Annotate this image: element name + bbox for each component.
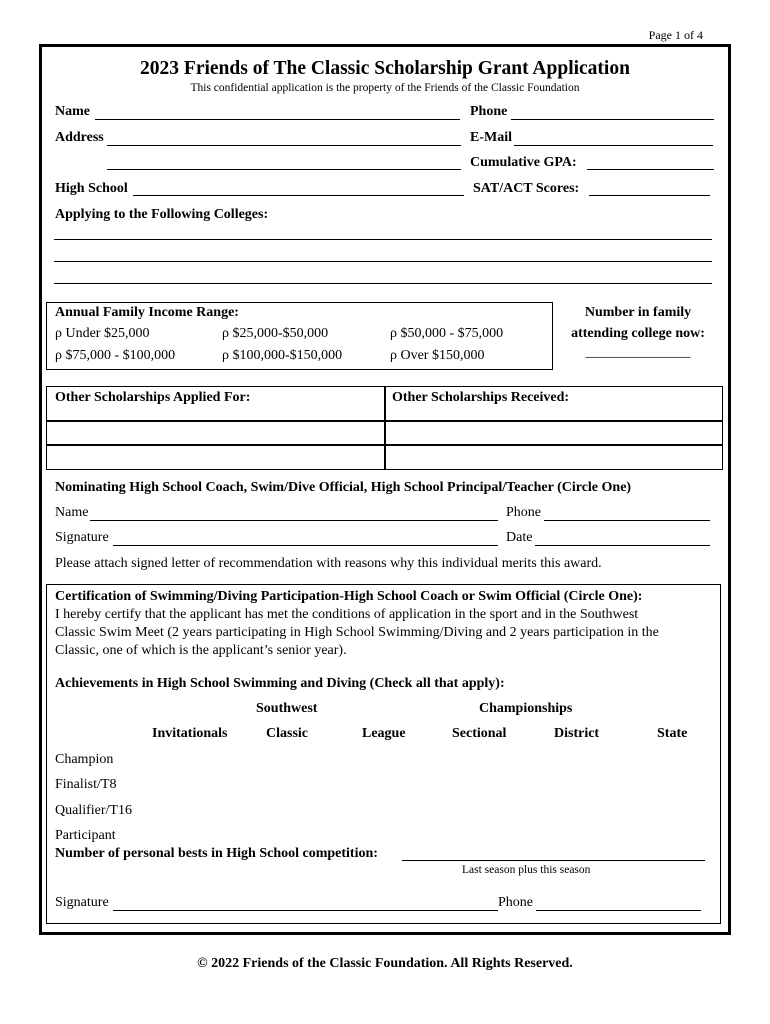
- column-district: District: [554, 726, 600, 741]
- row-finalist: Finalist/T8: [55, 777, 117, 792]
- row-champion: Champion: [55, 752, 114, 767]
- row-qualifier: Qualifier/T16: [55, 803, 132, 818]
- scholarships-applied-row-2[interactable]: [46, 444, 386, 470]
- colleges-field-line-1[interactable]: [54, 239, 712, 240]
- nominator-date-label: Date: [506, 530, 533, 545]
- nominator-heading: Nominating High School Coach, Swim/Dive Official, High School Principal/Teacher (Circle One): [55, 480, 632, 495]
- scholarships-received-row-2[interactable]: [384, 444, 723, 470]
- nominator-signature-label: Signature: [55, 530, 109, 545]
- certifier-phone-label: Phone: [498, 895, 533, 910]
- group-championships: Championships: [479, 701, 573, 716]
- certification-body-1: I hereby certify that the applicant has met the conditions of application in the sport and in the Southwest: [55, 607, 639, 622]
- colleges-label: Applying to the Following Colleges:: [55, 207, 269, 222]
- scholarships-received-row-1[interactable]: [384, 420, 723, 446]
- nominator-phone-field[interactable]: [544, 520, 710, 521]
- sat-act-label: SAT/ACT Scores:: [473, 181, 580, 196]
- achievements-heading: Achievements in High School Swimming and Diving (Check all that apply):: [55, 676, 505, 691]
- page-title: 2023 Friends of The Classic Scholarship Grant Application: [140, 58, 630, 79]
- nominator-signature-field[interactable]: [113, 545, 498, 546]
- column-sectional: Sectional: [452, 726, 507, 741]
- page-number: Page 1 of 4: [648, 28, 703, 42]
- name-field[interactable]: [95, 119, 460, 120]
- family-college-label-1: Number in family: [584, 305, 692, 320]
- income-option-75k-100k[interactable]: ρ $75,000 - $100,000: [55, 348, 176, 363]
- colleges-field-line-2[interactable]: [54, 261, 712, 262]
- gpa-label: Cumulative GPA:: [470, 155, 577, 170]
- high-school-label: High School: [55, 181, 128, 196]
- nominator-note: Please attach signed letter of recommendation with reasons why this individual merits this award.: [55, 556, 602, 571]
- income-option-100k-150k[interactable]: ρ $100,000-$150,000: [222, 348, 343, 363]
- column-invitationals: Invitationals: [152, 726, 228, 741]
- high-school-field[interactable]: [133, 195, 464, 196]
- certification-heading: Certification of Swimming/Diving Participation-High School Coach or Swim Official (Circle One):: [55, 589, 643, 604]
- gpa-field[interactable]: [587, 169, 714, 170]
- personal-bests-field[interactable]: [402, 860, 705, 861]
- nominator-phone-label: Phone: [506, 505, 541, 520]
- column-league: League: [362, 726, 406, 741]
- scholarships-applied-row-1[interactable]: [46, 420, 386, 446]
- income-option-25k-50k[interactable]: ρ $25,000-$50,000: [222, 326, 329, 341]
- income-option-50k-75k[interactable]: ρ $50,000 - $75,000: [390, 326, 504, 341]
- address-label: Address: [55, 130, 104, 145]
- colleges-field-line-3[interactable]: [54, 283, 712, 284]
- personal-bests-label: Number of personal bests in High School competition:: [55, 846, 378, 861]
- column-state: State: [657, 726, 688, 741]
- family-college-field[interactable]: _______________: [585, 345, 691, 360]
- scholarships-applied-label: Other Scholarships Applied For:: [55, 390, 251, 405]
- copyright-footer: © 2022 Friends of the Classic Foundation. All Rights Reserved.: [197, 956, 573, 971]
- personal-bests-note: Last season plus this season: [462, 864, 591, 876]
- scholarships-received-label: Other Scholarships Received:: [392, 390, 570, 405]
- column-classic: Classic: [266, 726, 308, 741]
- certifier-signature-field[interactable]: [113, 910, 498, 911]
- email-field[interactable]: [514, 145, 713, 146]
- family-college-label-2: attending college now:: [571, 326, 705, 341]
- certifier-phone-field[interactable]: [536, 910, 701, 911]
- nominator-name-field[interactable]: [90, 520, 498, 521]
- address-field[interactable]: [107, 145, 461, 146]
- email-label: E-Mail: [470, 130, 512, 145]
- nominator-name-label: Name: [55, 505, 89, 520]
- certification-body-2: Classic Swim Meet (2 years participating in High School Swimming/Diving and 2 years participation in the: [55, 625, 659, 640]
- income-option-over-150k[interactable]: ρ Over $150,000: [390, 348, 485, 363]
- income-option-under-25k[interactable]: ρ Under $25,000: [55, 326, 150, 341]
- address-field-line-2[interactable]: [107, 169, 461, 170]
- phone-field[interactable]: [511, 119, 714, 120]
- group-southwest: Southwest: [256, 701, 318, 716]
- sat-act-field[interactable]: [589, 195, 710, 196]
- income-label: Annual Family Income Range:: [55, 305, 239, 320]
- nominator-date-field[interactable]: [535, 545, 710, 546]
- name-label: Name: [55, 104, 90, 119]
- certification-body-3: Classic, one of which is the applicant’s senior year).: [55, 643, 347, 658]
- row-participant: Participant: [55, 828, 116, 843]
- certifier-signature-label: Signature: [55, 895, 109, 910]
- phone-label: Phone: [470, 104, 508, 119]
- page-subtitle: This confidential application is the property of the Friends of the Classic Foundation: [190, 82, 580, 94]
